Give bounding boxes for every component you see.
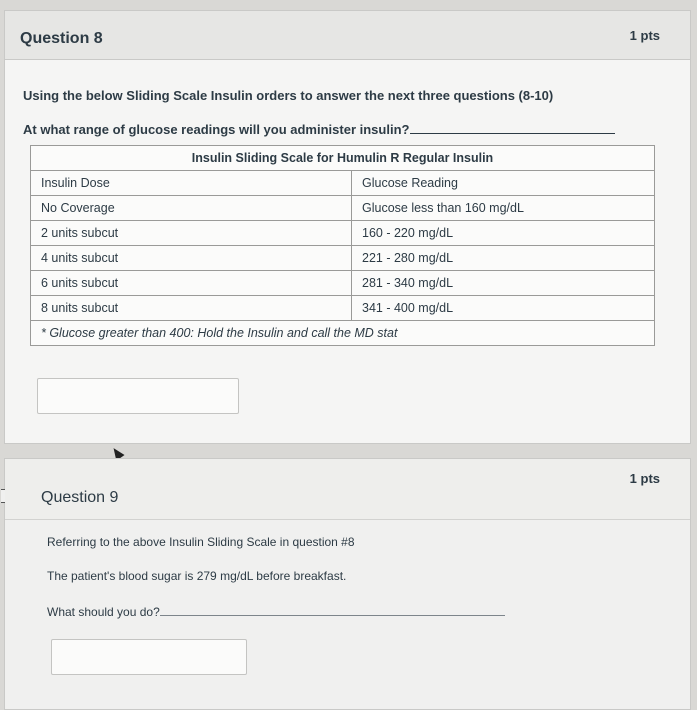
question-8-card [4,10,691,444]
fill-in-blank-line [160,615,505,616]
question-9-title: Question 9 [41,489,119,506]
question-9-answer-input[interactable] [51,639,247,675]
question-9-points: 1 pts [629,471,660,486]
dose-cell: 8 units subcut [31,296,352,321]
question-9-prompt [47,605,505,619]
question-9-scenario: The patient's blood sugar is 279 mg/dL before breakfast. [47,569,347,583]
header-insulin-dose: Insulin Dose [31,171,352,196]
table-note: * Glucose greater than 400: Hold the Insulin and call the MD stat [31,321,655,346]
reading-cell: 341 - 400 mg/dL [352,296,655,321]
table-caption: Insulin Sliding Scale for Humulin R Regular Insulin [31,146,655,171]
question-9-card [4,458,691,710]
question-9-header [5,459,690,520]
question-9-reference: Referring to the above Insulin Sliding Scale in question #8 [47,535,355,549]
dose-cell: 2 units subcut [31,221,352,246]
reading-cell: 160 - 220 mg/dL [352,221,655,246]
fill-in-blank-line [410,133,615,134]
question-8-title: Question 8 [20,30,103,47]
question-8-prompt-text: At what range of glucose readings will you administer insulin? [23,122,410,137]
dose-cell: 6 units subcut [31,271,352,296]
question-8-points: 1 pts [629,28,660,43]
dose-cell: 4 units subcut [31,246,352,271]
dose-cell: No Coverage [31,196,352,221]
table-row [31,221,655,246]
question-9-prompt-text: What should you do? [47,605,160,619]
table-row [31,271,655,296]
table-row [31,196,655,221]
table-header-row [31,171,655,196]
question-8-answer-input[interactable] [37,378,239,414]
table-note-row [31,321,655,346]
insulin-sliding-scale-table [30,145,655,346]
question-8-intro: Using the below Sliding Scale Insulin orders to answer the next three questions (8-10) [23,88,554,103]
reading-cell: Glucose less than 160 mg/dL [352,196,655,221]
reading-cell: 281 - 340 mg/dL [352,271,655,296]
header-glucose-reading: Glucose Reading [352,171,655,196]
table-row [31,246,655,271]
question-8-header [5,11,690,60]
question-8-prompt [23,122,615,137]
table-row [31,296,655,321]
reading-cell: 221 - 280 mg/dL [352,246,655,271]
